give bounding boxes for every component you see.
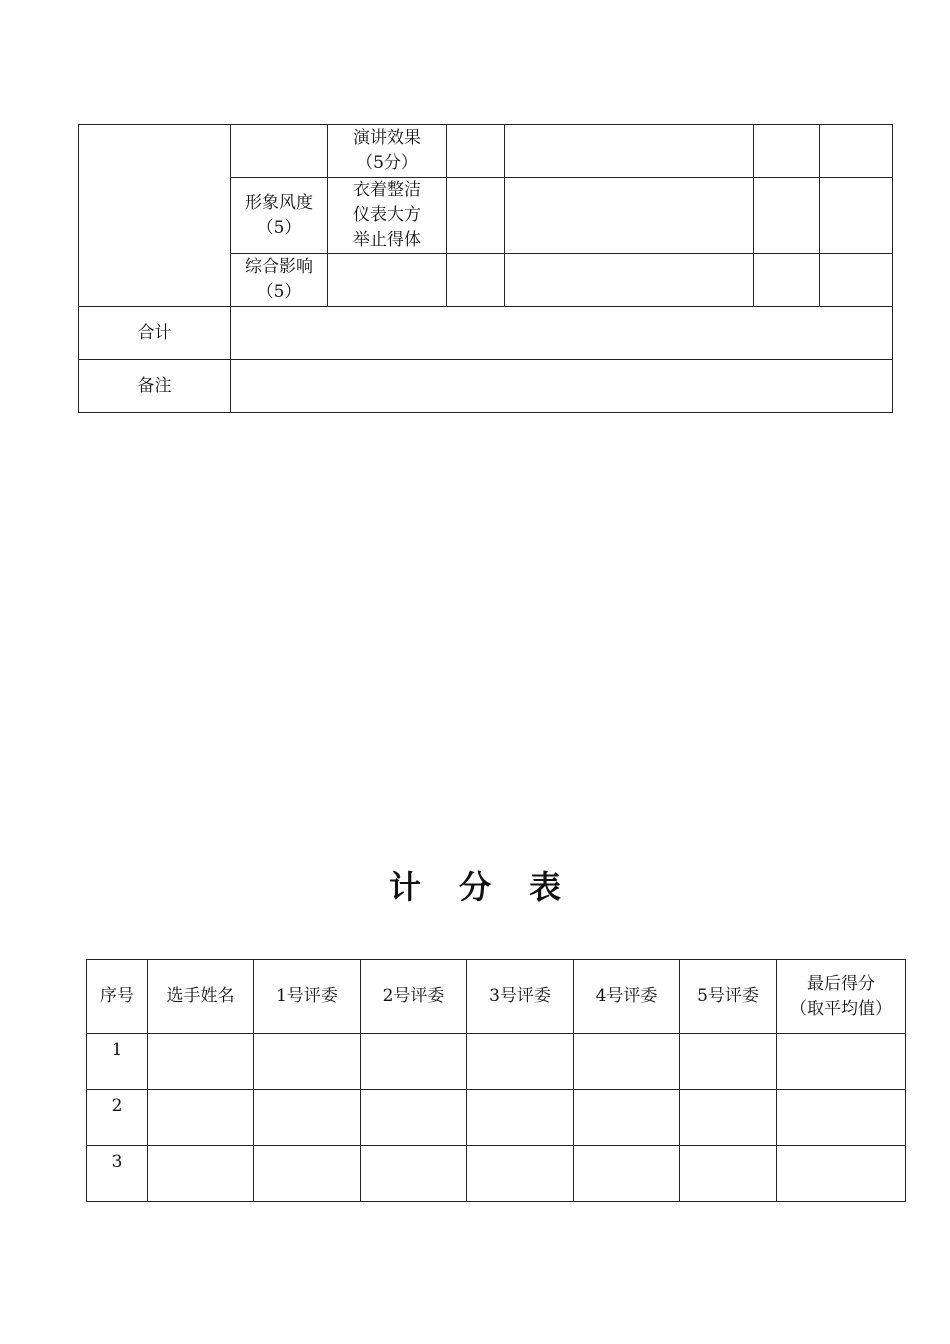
- row-index: 2: [87, 1090, 148, 1146]
- judge-score-cell[interactable]: [680, 1090, 777, 1146]
- empty-cell: [447, 125, 505, 178]
- header-judge-3: 3号评委: [467, 960, 574, 1034]
- remarks-value-cell: [231, 360, 893, 413]
- item-cell: [328, 178, 447, 254]
- final-score-cell[interactable]: [777, 1034, 906, 1090]
- score-header-row: [87, 960, 906, 1034]
- total-row: [79, 307, 893, 360]
- judge-score-cell[interactable]: [680, 1034, 777, 1090]
- header-final-score: [777, 960, 906, 1034]
- item-label: 仪表大方: [353, 205, 421, 225]
- row-index: 1: [87, 1034, 148, 1090]
- final-score-cell[interactable]: [777, 1146, 906, 1202]
- empty-cell: [754, 254, 820, 307]
- category-cell: [79, 125, 231, 307]
- item-label: 演讲效果: [353, 128, 421, 148]
- subcategory-points: （5）: [256, 282, 302, 302]
- subcategory-cell: [231, 254, 328, 307]
- judge-score-cell[interactable]: [254, 1034, 361, 1090]
- total-label: 合计: [79, 307, 231, 360]
- empty-cell: [820, 125, 893, 178]
- empty-cell: [447, 178, 505, 254]
- header-judge-5: 5号评委: [680, 960, 777, 1034]
- empty-cell: [754, 125, 820, 178]
- header-judge-4: 4号评委: [574, 960, 680, 1034]
- subcategory-cell: [231, 178, 328, 254]
- judge-score-cell[interactable]: [361, 1034, 467, 1090]
- contestant-name-cell[interactable]: [148, 1146, 254, 1202]
- judge-score-cell[interactable]: [574, 1034, 680, 1090]
- table-row: [87, 1146, 906, 1202]
- judge-score-cell[interactable]: [574, 1090, 680, 1146]
- header-contestant-name: 选手姓名: [148, 960, 254, 1034]
- judge-score-cell[interactable]: [467, 1090, 574, 1146]
- empty-cell: [505, 254, 754, 307]
- final-score-note: （取平均值）: [790, 998, 892, 1019]
- empty-cell: [447, 254, 505, 307]
- empty-cell: [505, 125, 754, 178]
- judge-score-cell[interactable]: [361, 1090, 467, 1146]
- empty-cell: [820, 178, 893, 254]
- judge-score-cell[interactable]: [254, 1090, 361, 1146]
- subcategory-label: 综合影响: [245, 257, 313, 277]
- item-cell: [328, 125, 447, 178]
- remarks-row: [79, 360, 893, 413]
- item-label: 衣着整洁: [353, 180, 421, 200]
- remarks-label: 备注: [79, 360, 231, 413]
- judge-score-cell[interactable]: [574, 1146, 680, 1202]
- empty-cell: [754, 178, 820, 254]
- table-row: [87, 1034, 906, 1090]
- judge-score-cell[interactable]: [467, 1146, 574, 1202]
- criteria-row: [79, 125, 893, 178]
- subcategory-label: 形象风度: [245, 192, 313, 213]
- score-table-title: 计分表: [388, 868, 599, 906]
- contestant-name-cell[interactable]: [148, 1034, 254, 1090]
- subcategory-points: （5）: [256, 217, 302, 238]
- header-judge-1: 1号评委: [254, 960, 361, 1034]
- item-cell: [328, 254, 447, 307]
- final-score-cell[interactable]: [777, 1090, 906, 1146]
- judge-score-cell[interactable]: [254, 1146, 361, 1202]
- row-index: 3: [87, 1146, 148, 1202]
- empty-cell: [505, 178, 754, 254]
- total-value-cell: [231, 307, 893, 360]
- judge-score-cell[interactable]: [361, 1146, 467, 1202]
- table-row: [87, 1090, 906, 1146]
- header-judge-2: 2号评委: [361, 960, 467, 1034]
- score-table: [86, 959, 906, 1202]
- judge-score-cell[interactable]: [467, 1034, 574, 1090]
- judge-score-cell[interactable]: [680, 1146, 777, 1202]
- contestant-name-cell[interactable]: [148, 1090, 254, 1146]
- criteria-table: [78, 124, 893, 413]
- item-label: 举止得体: [353, 230, 421, 250]
- final-score-label: 最后得分: [807, 973, 875, 994]
- empty-cell: [820, 254, 893, 307]
- header-index: 序号: [87, 960, 148, 1034]
- subcategory-cell: [231, 125, 328, 178]
- item-points: （5分）: [356, 153, 418, 173]
